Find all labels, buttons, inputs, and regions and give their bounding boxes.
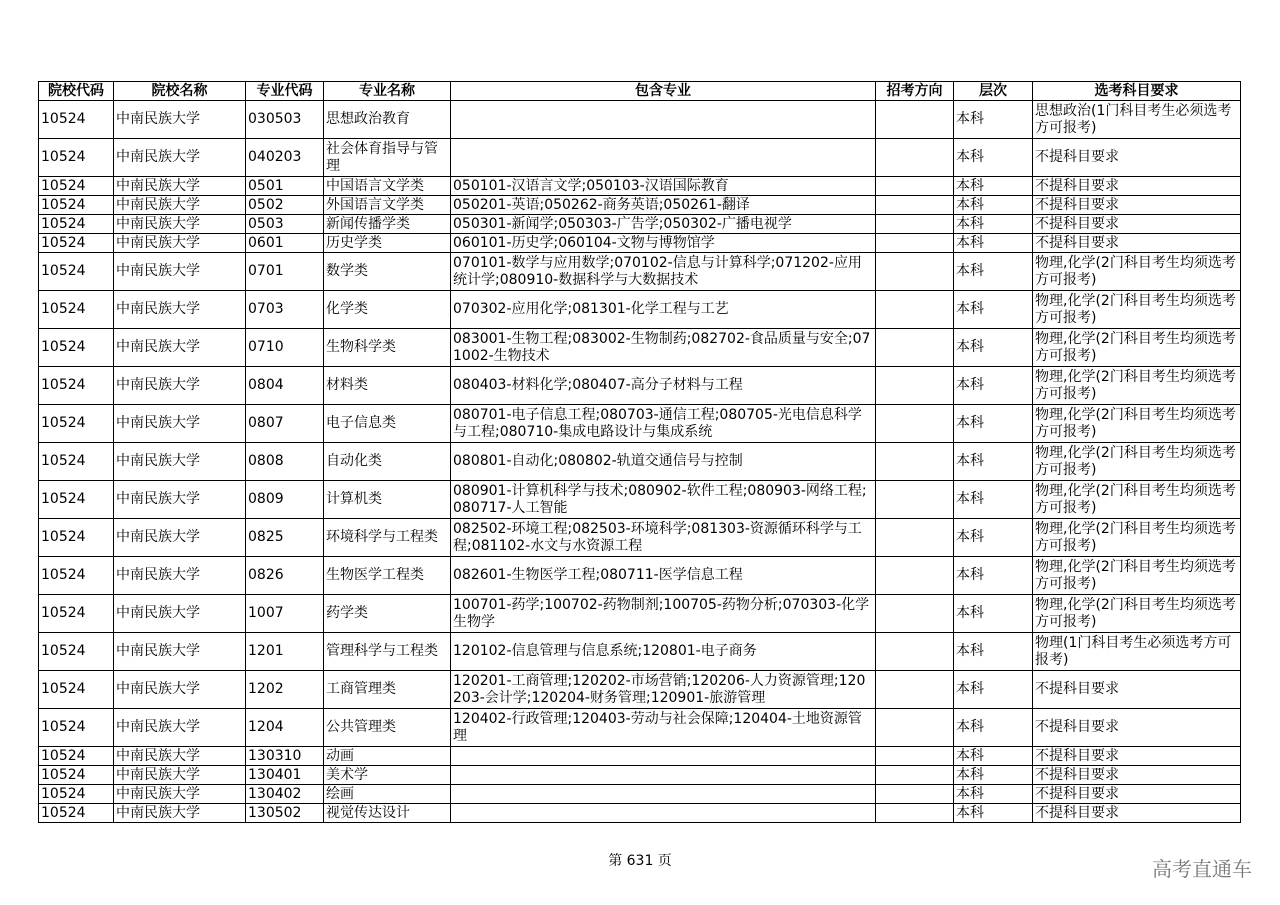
table-row: [39, 747, 1241, 766]
cell-school-code: 10524: [39, 804, 114, 823]
cell-included-majors: 100701-药学;100702-药物制剂;100705-药物分析;070303-化学生物学: [451, 595, 876, 633]
cell-school-name: 中南民族大学: [114, 405, 246, 443]
cell-school-code: 10524: [39, 747, 114, 766]
table-row: [39, 234, 1241, 253]
table-row: [39, 253, 1241, 291]
cell-included-majors: 082601-生物医学工程;080711-医学信息工程: [451, 557, 876, 595]
cell-school-name: 中南民族大学: [114, 443, 246, 481]
cell-major-code: 0804: [246, 367, 324, 405]
cell-included-majors: 070302-应用化学;081301-化学工程与工艺: [451, 291, 876, 329]
cell-school-name: 中南民族大学: [114, 291, 246, 329]
table-row: [39, 481, 1241, 519]
cell-direction: [876, 443, 954, 481]
cell-requirement: 物理,化学(2门科目考生均须选考方可报考): [1033, 329, 1241, 367]
cell-major-code: 0808: [246, 443, 324, 481]
cell-school-code: 10524: [39, 595, 114, 633]
cell-direction: [876, 177, 954, 196]
cell-major-name: 新闻传播学类: [324, 215, 451, 234]
cell-level: 本科: [954, 139, 1033, 177]
cell-included-majors: [451, 139, 876, 177]
header-level: 层次: [954, 82, 1033, 101]
header-school-code: 院校代码: [39, 82, 114, 101]
cell-school-code: 10524: [39, 557, 114, 595]
cell-requirement: 不提科目要求: [1033, 196, 1241, 215]
cell-major-name: 数学类: [324, 253, 451, 291]
cell-level: 本科: [954, 785, 1033, 804]
cell-included-majors: 080403-材料化学;080407-高分子材料与工程: [451, 367, 876, 405]
cell-direction: [876, 139, 954, 177]
header-direction: 招考方向: [876, 82, 954, 101]
cell-direction: [876, 671, 954, 709]
table-row: [39, 766, 1241, 785]
cell-level: 本科: [954, 234, 1033, 253]
cell-major-name: 美术学: [324, 766, 451, 785]
cell-major-code: 0502: [246, 196, 324, 215]
cell-school-name: 中南民族大学: [114, 804, 246, 823]
cell-included-majors: 060101-历史学;060104-文物与博物馆学: [451, 234, 876, 253]
cell-direction: [876, 785, 954, 804]
cell-school-code: 10524: [39, 253, 114, 291]
cell-major-name: 动画: [324, 747, 451, 766]
cell-major-name: 工商管理类: [324, 671, 451, 709]
cell-direction: [876, 234, 954, 253]
cell-school-code: 10524: [39, 405, 114, 443]
cell-included-majors: 050301-新闻学;050303-广告学;050302-广播电视学: [451, 215, 876, 234]
cell-included-majors: 050201-英语;050262-商务英语;050261-翻译: [451, 196, 876, 215]
cell-requirement: 不提科目要求: [1033, 709, 1241, 747]
cell-direction: [876, 481, 954, 519]
cell-school-name: 中南民族大学: [114, 215, 246, 234]
cell-school-name: 中南民族大学: [114, 595, 246, 633]
table-row: [39, 633, 1241, 671]
cell-school-code: 10524: [39, 709, 114, 747]
cell-requirement: 物理,化学(2门科目考生均须选考方可报考): [1033, 443, 1241, 481]
cell-major-name: 化学类: [324, 291, 451, 329]
cell-requirement: 物理,化学(2门科目考生均须选考方可报考): [1033, 253, 1241, 291]
header-requirement: 选考科目要求: [1033, 82, 1241, 101]
cell-level: 本科: [954, 481, 1033, 519]
cell-direction: [876, 709, 954, 747]
cell-requirement: 物理,化学(2门科目考生均须选考方可报考): [1033, 557, 1241, 595]
cell-school-name: 中南民族大学: [114, 253, 246, 291]
cell-requirement: 不提科目要求: [1033, 215, 1241, 234]
cell-included-majors: 080701-电子信息工程;080703-通信工程;080705-光电信息科学与工程;080710-集成电路设计与集成系统: [451, 405, 876, 443]
cell-major-code: 0825: [246, 519, 324, 557]
cell-major-code: 0701: [246, 253, 324, 291]
table-row: [39, 196, 1241, 215]
cell-included-majors: [451, 101, 876, 139]
table-row: [39, 595, 1241, 633]
cell-included-majors: [451, 747, 876, 766]
cell-requirement: 思想政治(1门科目考生必须选考方可报考): [1033, 101, 1241, 139]
cell-school-name: 中南民族大学: [114, 633, 246, 671]
cell-direction: [876, 557, 954, 595]
cell-major-name: 材料类: [324, 367, 451, 405]
table-row: [39, 215, 1241, 234]
cell-level: 本科: [954, 633, 1033, 671]
admission-table: [38, 81, 1241, 823]
header-school-name: 院校名称: [114, 82, 246, 101]
cell-major-name: 历史学类: [324, 234, 451, 253]
cell-major-code: 0601: [246, 234, 324, 253]
cell-school-code: 10524: [39, 291, 114, 329]
cell-major-code: 1201: [246, 633, 324, 671]
cell-major-code: 0703: [246, 291, 324, 329]
cell-school-code: 10524: [39, 101, 114, 139]
cell-school-code: 10524: [39, 177, 114, 196]
cell-major-name: 视觉传达设计: [324, 804, 451, 823]
cell-included-majors: 083001-生物工程;083002-生物制药;082702-食品质量与安全;071002-生物技术: [451, 329, 876, 367]
cell-requirement: 物理,化学(2门科目考生均须选考方可报考): [1033, 405, 1241, 443]
cell-major-code: 0501: [246, 177, 324, 196]
cell-included-majors: 120201-工商管理;120202-市场营销;120206-人力资源管理;120203-会计学;120204-财务管理;120901-旅游管理: [451, 671, 876, 709]
cell-direction: [876, 196, 954, 215]
cell-requirement: 不提科目要求: [1033, 785, 1241, 804]
cell-major-name: 社会体育指导与管理: [324, 139, 451, 177]
cell-direction: [876, 215, 954, 234]
cell-major-code: 130310: [246, 747, 324, 766]
cell-level: 本科: [954, 329, 1033, 367]
cell-level: 本科: [954, 215, 1033, 234]
cell-level: 本科: [954, 804, 1033, 823]
cell-school-name: 中南民族大学: [114, 234, 246, 253]
cell-major-name: 公共管理类: [324, 709, 451, 747]
cell-included-majors: 050101-汉语言文学;050103-汉语国际教育: [451, 177, 876, 196]
cell-level: 本科: [954, 519, 1033, 557]
cell-requirement: 不提科目要求: [1033, 671, 1241, 709]
cell-major-name: 生物科学类: [324, 329, 451, 367]
cell-requirement: 不提科目要求: [1033, 234, 1241, 253]
header-major-name: 专业名称: [324, 82, 451, 101]
cell-school-code: 10524: [39, 215, 114, 234]
table-row: [39, 519, 1241, 557]
cell-major-name: 计算机类: [324, 481, 451, 519]
watermark: 高考直通车: [1152, 857, 1252, 881]
cell-requirement: 不提科目要求: [1033, 139, 1241, 177]
cell-requirement: 物理(1门科目考生必须选考方可报考): [1033, 633, 1241, 671]
cell-level: 本科: [954, 747, 1033, 766]
cell-major-code: 130401: [246, 766, 324, 785]
table-row: [39, 405, 1241, 443]
cell-major-code: 1202: [246, 671, 324, 709]
cell-major-code: 0503: [246, 215, 324, 234]
cell-level: 本科: [954, 177, 1033, 196]
cell-school-name: 中南民族大学: [114, 671, 246, 709]
cell-direction: [876, 101, 954, 139]
cell-major-name: 环境科学与工程类: [324, 519, 451, 557]
header-row: [39, 82, 1241, 101]
cell-school-name: 中南民族大学: [114, 196, 246, 215]
cell-major-code: 1204: [246, 709, 324, 747]
cell-major-code: 130402: [246, 785, 324, 804]
cell-major-name: 电子信息类: [324, 405, 451, 443]
cell-direction: [876, 804, 954, 823]
cell-level: 本科: [954, 101, 1033, 139]
table-body: [39, 101, 1241, 823]
cell-major-name: 思想政治教育: [324, 101, 451, 139]
cell-requirement: 不提科目要求: [1033, 766, 1241, 785]
cell-included-majors: 120102-信息管理与信息系统;120801-电子商务: [451, 633, 876, 671]
cell-school-name: 中南民族大学: [114, 747, 246, 766]
cell-requirement: 物理,化学(2门科目考生均须选考方可报考): [1033, 291, 1241, 329]
cell-major-name: 绘画: [324, 785, 451, 804]
cell-major-name: 外国语言文学类: [324, 196, 451, 215]
cell-school-code: 10524: [39, 329, 114, 367]
cell-major-name: 药学类: [324, 595, 451, 633]
cell-direction: [876, 595, 954, 633]
cell-major-name: 生物医学工程类: [324, 557, 451, 595]
cell-school-name: 中南民族大学: [114, 481, 246, 519]
cell-direction: [876, 766, 954, 785]
cell-requirement: 物理,化学(2门科目考生均须选考方可报考): [1033, 519, 1241, 557]
cell-school-name: 中南民族大学: [114, 766, 246, 785]
cell-school-name: 中南民族大学: [114, 557, 246, 595]
cell-direction: [876, 633, 954, 671]
cell-school-code: 10524: [39, 196, 114, 215]
cell-direction: [876, 329, 954, 367]
cell-direction: [876, 367, 954, 405]
table-row: [39, 139, 1241, 177]
cell-major-name: 中国语言文学类: [324, 177, 451, 196]
cell-major-code: 0809: [246, 481, 324, 519]
cell-included-majors: 070101-数学与应用数学;070102-信息与计算科学;071202-应用统计学;080910-数据科学与大数据技术: [451, 253, 876, 291]
cell-requirement: 物理,化学(2门科目考生均须选考方可报考): [1033, 367, 1241, 405]
cell-requirement: 物理,化学(2门科目考生均须选考方可报考): [1033, 595, 1241, 633]
cell-level: 本科: [954, 766, 1033, 785]
table-row: [39, 804, 1241, 823]
cell-school-code: 10524: [39, 234, 114, 253]
cell-major-code: 030503: [246, 101, 324, 139]
cell-level: 本科: [954, 405, 1033, 443]
cell-direction: [876, 253, 954, 291]
cell-school-name: 中南民族大学: [114, 177, 246, 196]
cell-major-name: 自动化类: [324, 443, 451, 481]
table-row: [39, 367, 1241, 405]
cell-major-name: 管理科学与工程类: [324, 633, 451, 671]
cell-school-code: 10524: [39, 785, 114, 804]
table-row: [39, 785, 1241, 804]
cell-requirement: 不提科目要求: [1033, 177, 1241, 196]
cell-school-name: 中南民族大学: [114, 709, 246, 747]
page-number: 第 631 页: [608, 853, 672, 869]
cell-requirement: 不提科目要求: [1033, 747, 1241, 766]
cell-major-code: 1007: [246, 595, 324, 633]
table-row: [39, 291, 1241, 329]
cell-level: 本科: [954, 196, 1033, 215]
cell-included-majors: [451, 804, 876, 823]
cell-level: 本科: [954, 367, 1033, 405]
table-row: [39, 709, 1241, 747]
cell-level: 本科: [954, 557, 1033, 595]
cell-level: 本科: [954, 291, 1033, 329]
cell-direction: [876, 519, 954, 557]
cell-direction: [876, 291, 954, 329]
table-row: [39, 671, 1241, 709]
cell-major-code: 0807: [246, 405, 324, 443]
cell-school-code: 10524: [39, 367, 114, 405]
cell-school-name: 中南民族大学: [114, 519, 246, 557]
cell-major-code: 0826: [246, 557, 324, 595]
cell-school-code: 10524: [39, 443, 114, 481]
cell-school-name: 中南民族大学: [114, 101, 246, 139]
cell-school-code: 10524: [39, 481, 114, 519]
cell-school-name: 中南民族大学: [114, 367, 246, 405]
header-major-code: 专业代码: [246, 82, 324, 101]
table-row: [39, 443, 1241, 481]
cell-requirement: 不提科目要求: [1033, 804, 1241, 823]
cell-included-majors: 080801-自动化;080802-轨道交通信号与控制: [451, 443, 876, 481]
cell-school-code: 10524: [39, 766, 114, 785]
cell-requirement: 物理,化学(2门科目考生均须选考方可报考): [1033, 481, 1241, 519]
cell-major-code: 040203: [246, 139, 324, 177]
cell-included-majors: [451, 766, 876, 785]
header-included-majors: 包含专业: [451, 82, 876, 101]
cell-school-code: 10524: [39, 519, 114, 557]
cell-direction: [876, 405, 954, 443]
table-row: [39, 557, 1241, 595]
cell-included-majors: 120402-行政管理;120403-劳动与社会保障;120404-土地资源管理: [451, 709, 876, 747]
cell-level: 本科: [954, 671, 1033, 709]
cell-level: 本科: [954, 443, 1033, 481]
cell-included-majors: [451, 785, 876, 804]
cell-included-majors: 082502-环境工程;082503-环境科学;081303-资源循环科学与工程;081102-水文与水资源工程: [451, 519, 876, 557]
cell-school-name: 中南民族大学: [114, 329, 246, 367]
cell-direction: [876, 747, 954, 766]
cell-school-code: 10524: [39, 139, 114, 177]
cell-school-name: 中南民族大学: [114, 785, 246, 804]
cell-major-code: 0710: [246, 329, 324, 367]
table-row: [39, 177, 1241, 196]
cell-school-code: 10524: [39, 633, 114, 671]
table-row: [39, 101, 1241, 139]
cell-level: 本科: [954, 595, 1033, 633]
cell-major-code: 130502: [246, 804, 324, 823]
cell-level: 本科: [954, 253, 1033, 291]
cell-included-majors: 080901-计算机科学与技术;080902-软件工程;080903-网络工程;080717-人工智能: [451, 481, 876, 519]
cell-level: 本科: [954, 709, 1033, 747]
cell-school-code: 10524: [39, 671, 114, 709]
table-row: [39, 329, 1241, 367]
cell-school-name: 中南民族大学: [114, 139, 246, 177]
